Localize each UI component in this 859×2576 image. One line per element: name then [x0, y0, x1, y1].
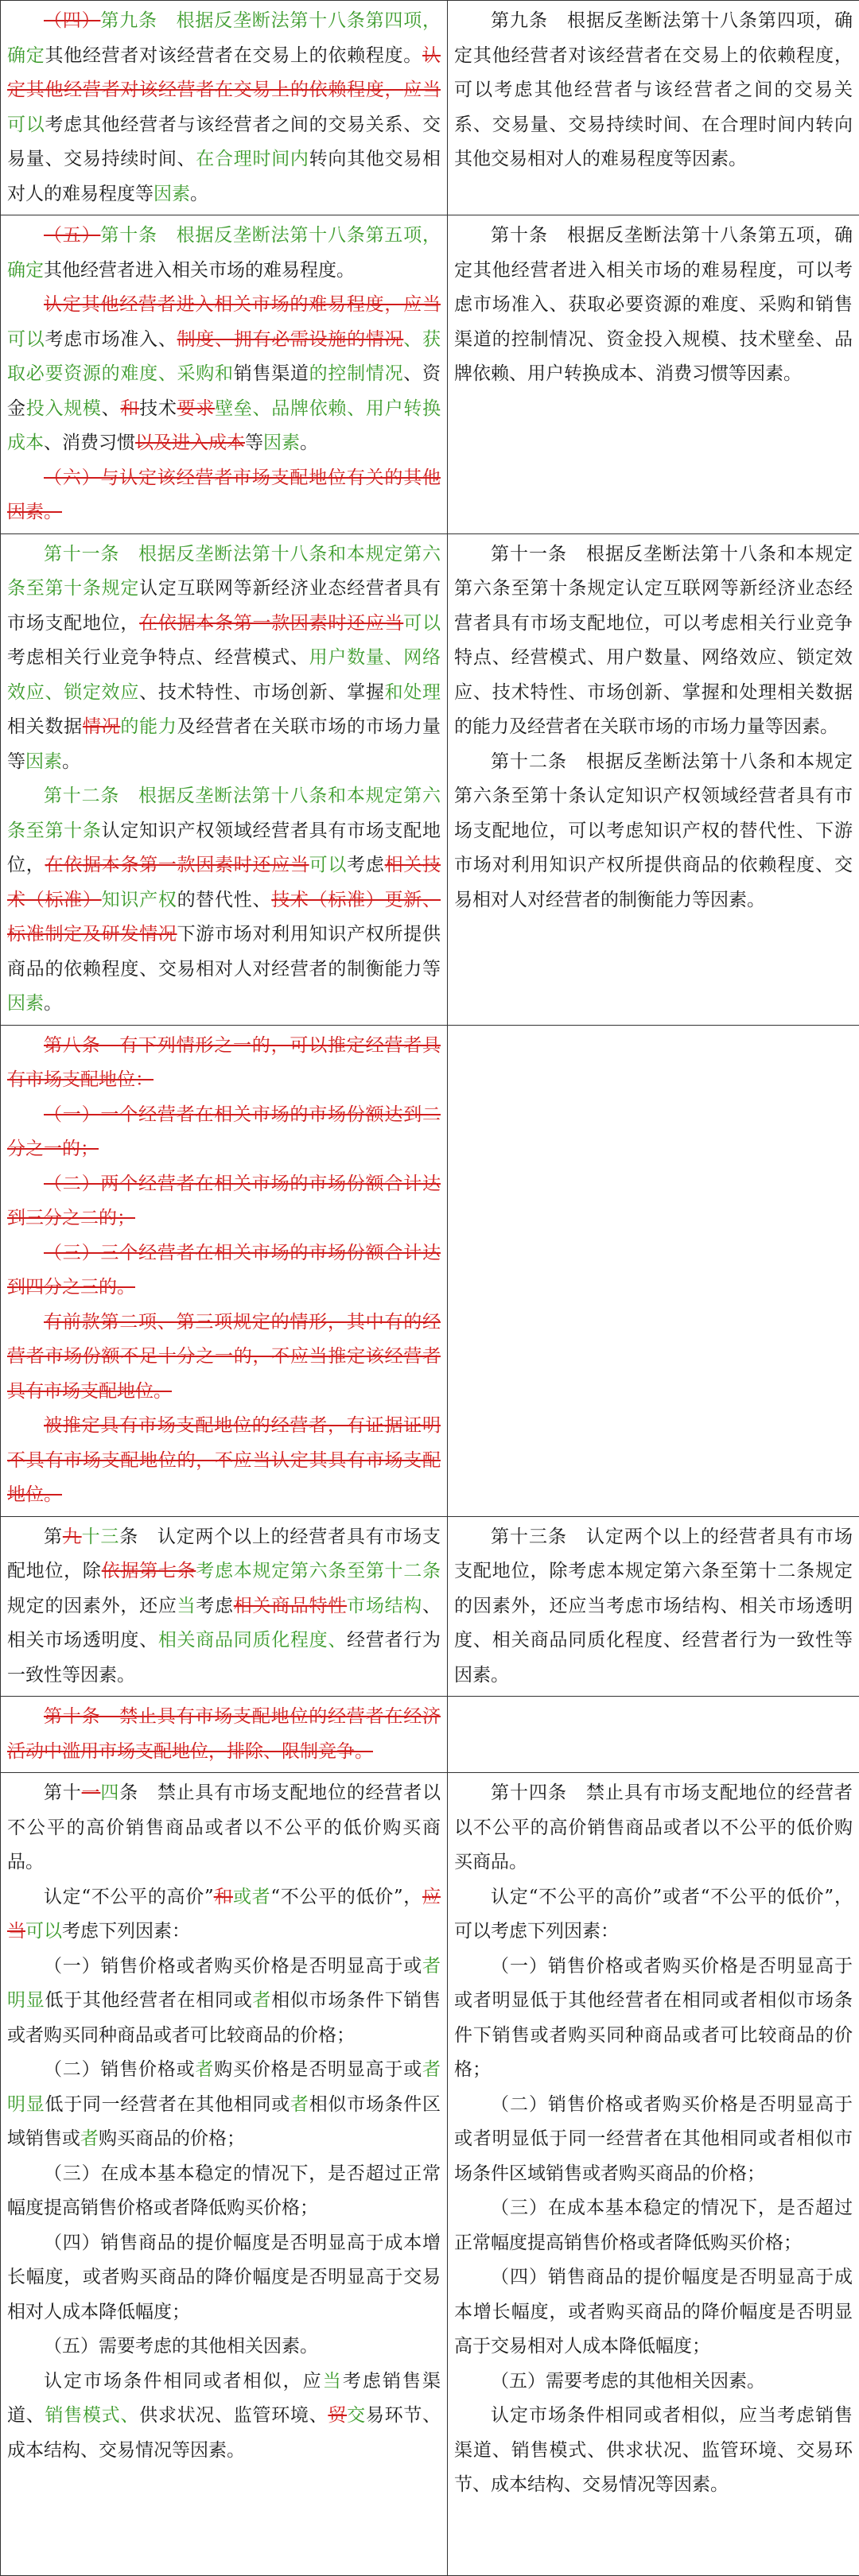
added-text: 因素: [154, 184, 190, 204]
text-run: 低于同一经营者在其他相同或: [45, 2094, 290, 2115]
text-run: 考虑相关行业竞争特点、经营模式、: [7, 647, 309, 668]
deleted-text: （六）与认定该经营者市场支配地位有关的其他因素。: [7, 467, 441, 523]
added-text: 当: [323, 2371, 343, 2392]
paragraph: [7, 1305, 441, 1410]
added-text: 者: [80, 2128, 99, 2149]
text-run: （一）销售价格或者购买价格是否明显高于或: [44, 1956, 422, 1977]
text-run: 第九条 根据反垄断法第十八条第四项，确定其他经营者对该经营者在交易上的依赖程度，可以考虑其他经营者与该经营者之间的交易关系、交易量、交易持续时间、在合理时间内转向其他交易相对人的难易程度等因素。: [454, 10, 853, 169]
added-text: 者: [290, 2094, 309, 2115]
paragraph: [7, 2053, 441, 2157]
deleted-text: 贸: [328, 2405, 347, 2426]
text-run: 第: [44, 1527, 63, 1547]
paragraph: [454, 4, 853, 177]
revision-draft-cell: [1, 1773, 448, 2576]
deleted-text: 情况: [83, 716, 120, 737]
paragraph: [454, 1520, 853, 1693]
text-run: 认定市场条件相同或者相似，应: [44, 2371, 323, 2392]
text-run: 相关数据: [7, 716, 83, 737]
text-run: 、技术特性、市场创新、掌握: [139, 682, 384, 703]
text-run: 及经营者在关联市场的市场力量等: [7, 716, 441, 772]
deleted-text: （三）三个经营者在相关市场的市场份额合计达到四分之三的。: [7, 1243, 441, 1298]
added-text: 第十一条 根据反垄断法第十八条和本规定第六条至第十条规定: [7, 544, 441, 599]
paragraph: [7, 1520, 441, 1693]
text-run: 第十三条 认定两个以上的经营者具有市场支配地位，除考虑本规定第六条至第十二条规定的因素外，还应当考虑市场结构、相关市场透明度、相关商品同质化程度、经营者行为一致性等因素。: [454, 1527, 853, 1686]
paragraph: [454, 2088, 853, 2192]
added-text: 的能力: [120, 716, 177, 737]
text-run: （一）销售价格或者购买价格是否明显高于或者明显低于其他经营者在相同或者相似市场条件下销售或者购买同种商品或者可比较商品的价格；: [454, 1956, 853, 2081]
text-run: 。: [44, 993, 62, 1014]
paragraph: [7, 1236, 441, 1305]
added-text: 者明显: [7, 1956, 441, 2012]
text-run: 其他经营者对该经营者在交易上的依赖程度。: [45, 45, 422, 66]
added-text: 、获取必要资源的难度、采购和: [7, 329, 441, 385]
added-text: 市场结构: [347, 1596, 422, 1616]
revision-draft-cell: [1, 1, 448, 215]
text-run: 第十: [44, 1783, 82, 1803]
added-text: 四: [100, 1783, 119, 1803]
text-run: 考虑销售渠道、: [7, 2371, 441, 2427]
paragraph: [7, 1167, 441, 1236]
paragraph: [7, 1776, 441, 1880]
text-run: 第十一条 根据反垄断法第十八条和本规定第六条至第十条规定认定互联网等新经济业态经营者具有市场支配地位，可以考虑相关行业竞争特点、经营模式、用户数量、网络效应、锁定效应、技术特性、市场创新、掌握和处理相关数据的能力及经营者在关联市场的市场力量等因素。: [454, 544, 853, 738]
added-text: 可以: [7, 114, 45, 135]
table-row: [1, 1516, 859, 1697]
paragraph: [454, 1776, 853, 1880]
text-run: 考虑市场准入、: [45, 329, 177, 350]
deleted-text: 第十条 禁止具有市场支配地位的经营者在经济活动中滥用市场支配地位，排除、限制竞争。: [7, 1706, 441, 1762]
added-text: 交: [347, 2405, 366, 2426]
text-run: 转向其他交易相对人的难易程度等: [7, 149, 441, 204]
added-text: 确定: [7, 260, 44, 281]
final-text-cell: [448, 1, 859, 215]
text-run: 经营者行为一致性等因素。: [7, 1630, 441, 1686]
added-text: 相关商品同质化程度、: [158, 1630, 347, 1651]
deleted-text: 认定其他经营者对该经营者在交易上的依赖程度，: [7, 45, 441, 101]
paragraph: [7, 4, 441, 211]
added-text: 或者: [233, 1887, 270, 1907]
deleted-text: 相关技术（标准）: [7, 855, 441, 910]
paragraph: [7, 2157, 441, 2226]
text-run: 。: [300, 433, 318, 453]
text-run: 、: [102, 398, 121, 419]
added-text: 可以: [403, 613, 441, 634]
text-run: 相似市场条件下销售或者购买同种商品或者可比较商品的价格；: [7, 1990, 441, 2046]
text-run: “不公平的低价”，: [270, 1887, 422, 1907]
deleted-text: 九: [63, 1527, 82, 1547]
text-run: 供求状况、监管环境、: [139, 2405, 328, 2426]
added-text: 者: [195, 2059, 214, 2080]
paragraph: [7, 537, 441, 780]
deleted-text: 以及进入成本: [135, 433, 245, 453]
text-run: 第十条 根据反垄断法第十八条第五项，确定其他经营者进入相关市场的难易程度，可以考虑市场准入、获取必要资源的难度、采购和销售渠道的控制情况、资金投入规模、技术壁垒、品牌依赖、用户转换成本、消费习惯等因素。: [454, 225, 853, 384]
text-run: （二）销售价格或: [44, 2059, 195, 2080]
text-run: 的替代性、: [177, 890, 272, 910]
deleted-text: 依据第七条: [102, 1561, 196, 1581]
deleted-text: （二）两个经营者在相关市场的市场份额合计达到三分之二的；: [7, 1174, 441, 1229]
table-row: [1, 1025, 859, 1516]
deleted-text: 有前款第二项、第三项规定的情形，其中有的经营者市场份额不足十分之一的，不应当推定该经营者具有市场支配地位。: [7, 1312, 441, 1402]
deleted-text: （一）一个经营者在相关市场的市场份额达到二分之一的；: [7, 1104, 441, 1160]
added-text: 因素: [7, 993, 44, 1014]
added-text: 销售模式、: [45, 2405, 139, 2426]
text-run: （五）需要考虑的其他相关因素。: [44, 2336, 318, 2357]
text-run: 认定市场条件相同或者相似，应当考虑销售渠道、销售模式、供求状况、监管环境、交易环节、成本结构、交易情况等因素。: [454, 2405, 853, 2495]
added-text: 可以: [309, 855, 347, 875]
deleted-text: （五）: [44, 225, 100, 246]
added-text: 第九条 根据反垄断法第十八条第四项，: [100, 10, 441, 31]
added-text: 因素: [25, 751, 62, 772]
deleted-text: 一: [82, 1783, 101, 1803]
paragraph: [454, 537, 853, 745]
paragraph: [454, 2399, 853, 2503]
text-run: 。: [62, 751, 80, 772]
deleted-text: 要求: [177, 398, 215, 419]
paragraph: [7, 1029, 441, 1098]
final-text-cell: [448, 1697, 859, 1773]
added-text: 可以: [25, 1921, 62, 1942]
added-text: 壁垒、品牌依赖、用户转换成本: [7, 398, 441, 454]
added-text: 的控制情况: [309, 363, 404, 384]
text-run: 认定“不公平的高价”或者“不公平的低价”，可以考虑下列因素：: [454, 1887, 853, 1942]
paragraph: [454, 2191, 853, 2260]
paragraph: [7, 1880, 441, 1949]
added-text: 考虑本规定第六条至第十二条: [196, 1561, 441, 1581]
paragraph: [454, 1949, 853, 2088]
paragraph: [7, 2330, 441, 2365]
deleted-text: 在依据本条第一款因素时还应当: [139, 613, 403, 634]
text-run: 等: [245, 433, 263, 453]
revision-draft-cell: [1, 533, 448, 1025]
added-text: 第十条 根据反垄断法第十八条第五项，: [100, 225, 441, 246]
paragraph: [454, 2260, 853, 2365]
deleted-text: 应当: [403, 80, 441, 100]
text-run: 认定互联网等新经济业态经营者具有市场支配地位，: [7, 578, 441, 634]
paragraph: [454, 745, 853, 918]
added-text: 在合理时间内: [196, 149, 309, 169]
table-row: [1, 1, 859, 215]
text-run: 考虑其他经营者与该经营者之间的交易关系、交易量、交易持续时间、: [7, 114, 441, 170]
paragraph: [7, 1409, 441, 1513]
text-run: 、相关市场透明度、: [7, 1596, 441, 1651]
paragraph: [7, 288, 441, 461]
text-run: 规定的因素外，还应: [7, 1596, 177, 1616]
added-text: 者: [252, 1990, 271, 2011]
text-run: 考虑: [347, 855, 384, 875]
table-row: [1, 1773, 859, 2576]
added-text: 知识产权: [102, 890, 177, 910]
paragraph: [454, 1880, 853, 1949]
text-run: 下游市场对利用知识产权所提供商品的依赖程度、交易相对人对经营者的制衡能力等: [7, 924, 441, 980]
deleted-text: 技术（标准）更新、标准制定及研发情况: [7, 890, 441, 945]
revision-draft-cell: [1, 1025, 448, 1516]
added-text: 确定: [7, 45, 45, 66]
revision-draft-cell: [1, 1516, 448, 1697]
added-text: 者明显: [7, 2059, 441, 2115]
added-text: 可以: [7, 329, 45, 350]
paragraph: [7, 461, 441, 530]
deleted-text: 和: [214, 1887, 233, 1907]
text-run: 相似市场条件区域销售或: [7, 2094, 441, 2150]
paragraph: [454, 219, 853, 392]
text-run: 考虑: [196, 1596, 233, 1616]
paragraph: [454, 2365, 853, 2399]
text-run: 考虑下列因素：: [62, 1921, 190, 1942]
paragraph: [7, 219, 441, 288]
deleted-text: 被推定具有市场支配地位的经营者，有证据证明不具有市场支配地位的，不应当认定其具有市场支配地位。: [7, 1415, 441, 1505]
text-run: 、资金: [7, 363, 441, 419]
text-run: 条 认定两个以上的经营者具有市场支配地位，除: [7, 1527, 441, 1582]
text-run: 易环节、成本结构、交易情况等因素。: [7, 2405, 441, 2461]
text-run: （四）销售商品的提价幅度是否明显高于成本增长幅度，或者购买商品的降价幅度是否明显高于交易相对人成本降低幅度；: [7, 2233, 441, 2322]
text-run: 、消费习惯: [44, 433, 135, 453]
paragraph: [7, 1700, 441, 1769]
deleted-text: 和: [120, 398, 139, 419]
deleted-text: 第八条 有下列情形之一的，可以推定经营者具有市场支配地位：: [7, 1035, 441, 1091]
table-row: [1, 215, 859, 534]
added-text: 因素: [263, 433, 300, 453]
final-text-cell: [448, 1025, 859, 1516]
final-text-cell: [448, 215, 859, 534]
text-run: 第十四条 禁止具有市场支配地位的经营者以不公平的高价销售商品或者以不公平的低价购买商品。: [454, 1783, 853, 1872]
text-run: （二）销售价格或者购买价格是否明显高于或者明显低于同一经营者在其他相同或者相似市场条件区域销售或者购买商品的价格；: [454, 2094, 853, 2184]
text-run: 购买商品的价格；: [99, 2128, 245, 2149]
table-row: [1, 1697, 859, 1773]
table-row: [1, 533, 859, 1025]
deleted-text: 制度、拥有必需设施的情况: [177, 329, 404, 350]
revision-draft-cell: [1, 215, 448, 534]
deleted-text: 应当: [7, 1887, 441, 1942]
paragraph: [7, 779, 441, 1022]
deleted-text: 相关商品特性: [234, 1596, 347, 1616]
text-run: 购买价格是否明显高于或: [214, 2059, 422, 2080]
text-run: 认定“不公平的高价”: [44, 1887, 214, 1907]
text-run: 第十二条 根据反垄断法第十八条和本规定第六条至第十条认定知识产权领域经营者具有市场支配地位，可以考虑知识产权的替代性、下游市场对利用知识产权所提供商品的依赖程度、交易相对人对经营者的制衡能力等因素。: [454, 751, 853, 910]
text-run: 低于其他经营者在相同或: [45, 1990, 252, 2011]
final-text-cell: [448, 1773, 859, 2576]
paragraph: [7, 1949, 441, 2054]
text-run: 技术: [139, 398, 177, 419]
deleted-text: 在依据本条第一款因素时还应当: [45, 855, 309, 875]
final-text-cell: [448, 533, 859, 1025]
text-run: 销售渠道: [234, 363, 309, 384]
added-text: 和处理: [385, 682, 441, 703]
text-run: （三）在成本基本稳定的情况下，是否超过正常幅度提高销售价格或者降低购买价格；: [454, 2198, 853, 2253]
deleted-text: 认定其他经营者进入相关市场的难易程度，应当: [44, 294, 441, 315]
paragraph: [7, 1098, 441, 1167]
text-run: （四）销售商品的提价幅度是否明显高于成本增长幅度，或者购买商品的降价幅度是否明显高于交易相对人成本降低幅度；: [454, 2267, 853, 2357]
added-text: 用户数量、网络效应、锁定效应: [7, 647, 441, 703]
text-run: 条 禁止具有市场支配地位的经营者以不公平的高价销售商品或者以不公平的低价购买商品。: [7, 1783, 441, 1872]
text-run: （五）需要考虑的其他相关因素。: [491, 2371, 765, 2392]
text-run: 其他经营者进入相关市场的难易程度。: [44, 260, 355, 281]
paragraph: [7, 2365, 441, 2469]
text-run: （三）在成本基本稳定的情况下，是否超过正常幅度提高销售价格或者降低购买价格；: [7, 2163, 441, 2219]
deleted-text: （四）: [44, 10, 100, 31]
paragraph: [7, 2226, 441, 2330]
text-run: 。: [190, 184, 208, 204]
text-run: 认定知识产权领域经营者具有市场支配地位，: [7, 821, 441, 876]
added-text: 十三: [82, 1527, 120, 1547]
final-text-cell: [448, 1516, 859, 1697]
added-text: 第十二条 根据反垄断法第十八条和本规定第六条至第十条: [7, 786, 441, 841]
added-text: 当: [177, 1596, 196, 1616]
added-text: 投入规模: [26, 398, 102, 419]
revision-draft-cell: [1, 1697, 448, 1773]
